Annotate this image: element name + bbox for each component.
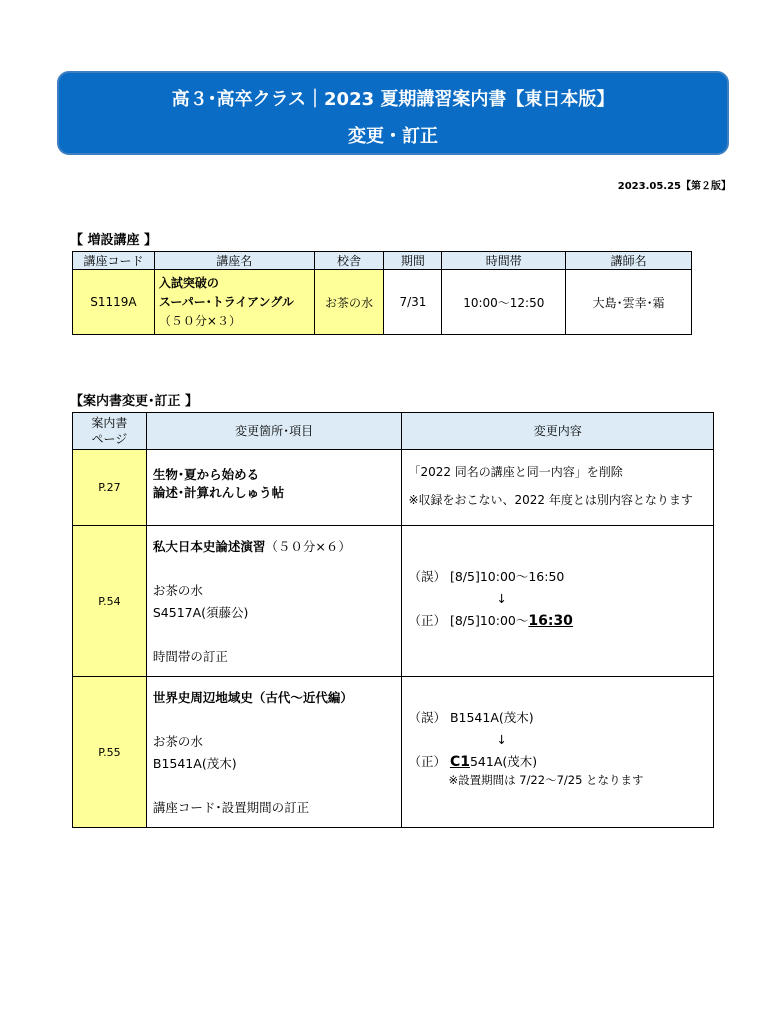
wrong-label: （誤） bbox=[408, 569, 446, 584]
down-arrow-icon: ↓ bbox=[496, 591, 507, 606]
change-item-code: S4517A(須藤公) bbox=[152, 605, 249, 620]
column-header: 時間帯 bbox=[442, 252, 566, 270]
change-item-line: 生物･夏から始める bbox=[152, 467, 260, 482]
change-item-title bbox=[153, 536, 396, 558]
column-header: 期間 bbox=[384, 252, 442, 270]
change-item bbox=[146, 450, 402, 526]
wrong-value-line bbox=[408, 707, 707, 729]
column-header: 講師名 bbox=[566, 252, 692, 270]
revision-date: 2023.05.25【第２版】 bbox=[617, 181, 731, 192]
document-title: 高３･高卒クラス｜2023 夏期講習案内書【東日本版】 bbox=[171, 89, 615, 110]
course-name-line: スーパー･トライアングル bbox=[158, 294, 294, 309]
column-header-line: 案内書 bbox=[91, 416, 128, 430]
corrections-table bbox=[72, 412, 714, 828]
course-school: お茶の水 bbox=[314, 270, 384, 335]
change-item-title-text: 私大日本史論述演習 bbox=[152, 539, 266, 554]
page-number: P.54 bbox=[73, 526, 147, 677]
course-code: S1119A bbox=[73, 270, 155, 335]
table-header-row bbox=[73, 252, 692, 270]
page-number: P.55 bbox=[73, 677, 147, 828]
course-name bbox=[154, 270, 314, 335]
table-row bbox=[73, 677, 714, 828]
section-title-new-courses: 【 増設講座 】 bbox=[70, 233, 158, 248]
right-value-highlight: 16:30 bbox=[528, 613, 573, 629]
right-value: [8/5]10:00～ bbox=[449, 613, 529, 628]
right-label: （正） bbox=[408, 613, 446, 628]
change-content bbox=[402, 450, 714, 526]
table-row bbox=[73, 450, 714, 526]
change-item-school: お茶の水 bbox=[152, 583, 203, 598]
right-label: （正） bbox=[408, 754, 446, 769]
column-header: 講座名 bbox=[154, 252, 314, 270]
wrong-label: （誤） bbox=[408, 710, 446, 725]
change-item-note: 時間帯の訂正 bbox=[152, 649, 228, 664]
change-item-line: 論述･計算れんしゅう帖 bbox=[152, 485, 285, 500]
change-item-note: 講座コード･設置期間の訂正 bbox=[152, 800, 310, 815]
period-note: ※設置期間は 7/22～7/25 となります bbox=[448, 773, 644, 787]
column-header-content: 変更内容 bbox=[402, 413, 714, 450]
change-item bbox=[146, 526, 402, 677]
change-item-school: お茶の水 bbox=[152, 734, 203, 749]
change-content bbox=[402, 526, 714, 677]
column-header-item: 変更箇所･項目 bbox=[146, 413, 402, 450]
change-content-line: 「2022 同名の講座と同一内容」を削除 bbox=[408, 465, 623, 479]
change-item bbox=[146, 677, 402, 828]
column-header-line: ページ bbox=[91, 432, 128, 446]
page-number: P.27 bbox=[73, 450, 147, 526]
title-banner bbox=[57, 71, 729, 155]
course-time: 10:00～12:50 bbox=[442, 270, 566, 335]
column-header: 校舎 bbox=[314, 252, 384, 270]
table-header-row bbox=[73, 413, 714, 450]
wrong-value: B1541A(茂木) bbox=[449, 710, 534, 725]
course-teacher: 大島･雲幸･霜 bbox=[566, 270, 692, 335]
change-content-line: ※収録をおこない、2022 年度とは別内容となります bbox=[408, 493, 693, 507]
column-header: 講座コード bbox=[73, 252, 155, 270]
right-value: 541A(茂木) bbox=[469, 754, 538, 769]
wrong-value: [8/5]10:00～16:50 bbox=[449, 569, 565, 584]
right-value-line bbox=[408, 610, 707, 632]
table-row bbox=[73, 270, 692, 335]
change-item-title-suffix: （５０分×６） bbox=[265, 539, 351, 554]
table-row bbox=[73, 526, 714, 677]
new-courses-table bbox=[72, 251, 692, 335]
change-item-title: 世界史周辺地域史（古代～近代編） bbox=[152, 690, 353, 705]
document-subtitle: 変更・訂正 bbox=[348, 126, 438, 147]
course-name-line: 入試突破の bbox=[158, 275, 219, 290]
course-duration: （５０分×３） bbox=[158, 313, 241, 328]
change-item-code: B1541A(茂木) bbox=[152, 756, 237, 771]
course-period: 7/31 bbox=[384, 270, 442, 335]
right-value-line bbox=[408, 751, 707, 773]
right-value-highlight: C1 bbox=[449, 754, 470, 770]
column-header-page bbox=[73, 413, 147, 450]
change-content bbox=[402, 677, 714, 828]
down-arrow-icon: ↓ bbox=[496, 732, 507, 747]
section-title-corrections: 【案内書変更･訂正 】 bbox=[70, 394, 199, 409]
wrong-value-line bbox=[408, 566, 707, 588]
